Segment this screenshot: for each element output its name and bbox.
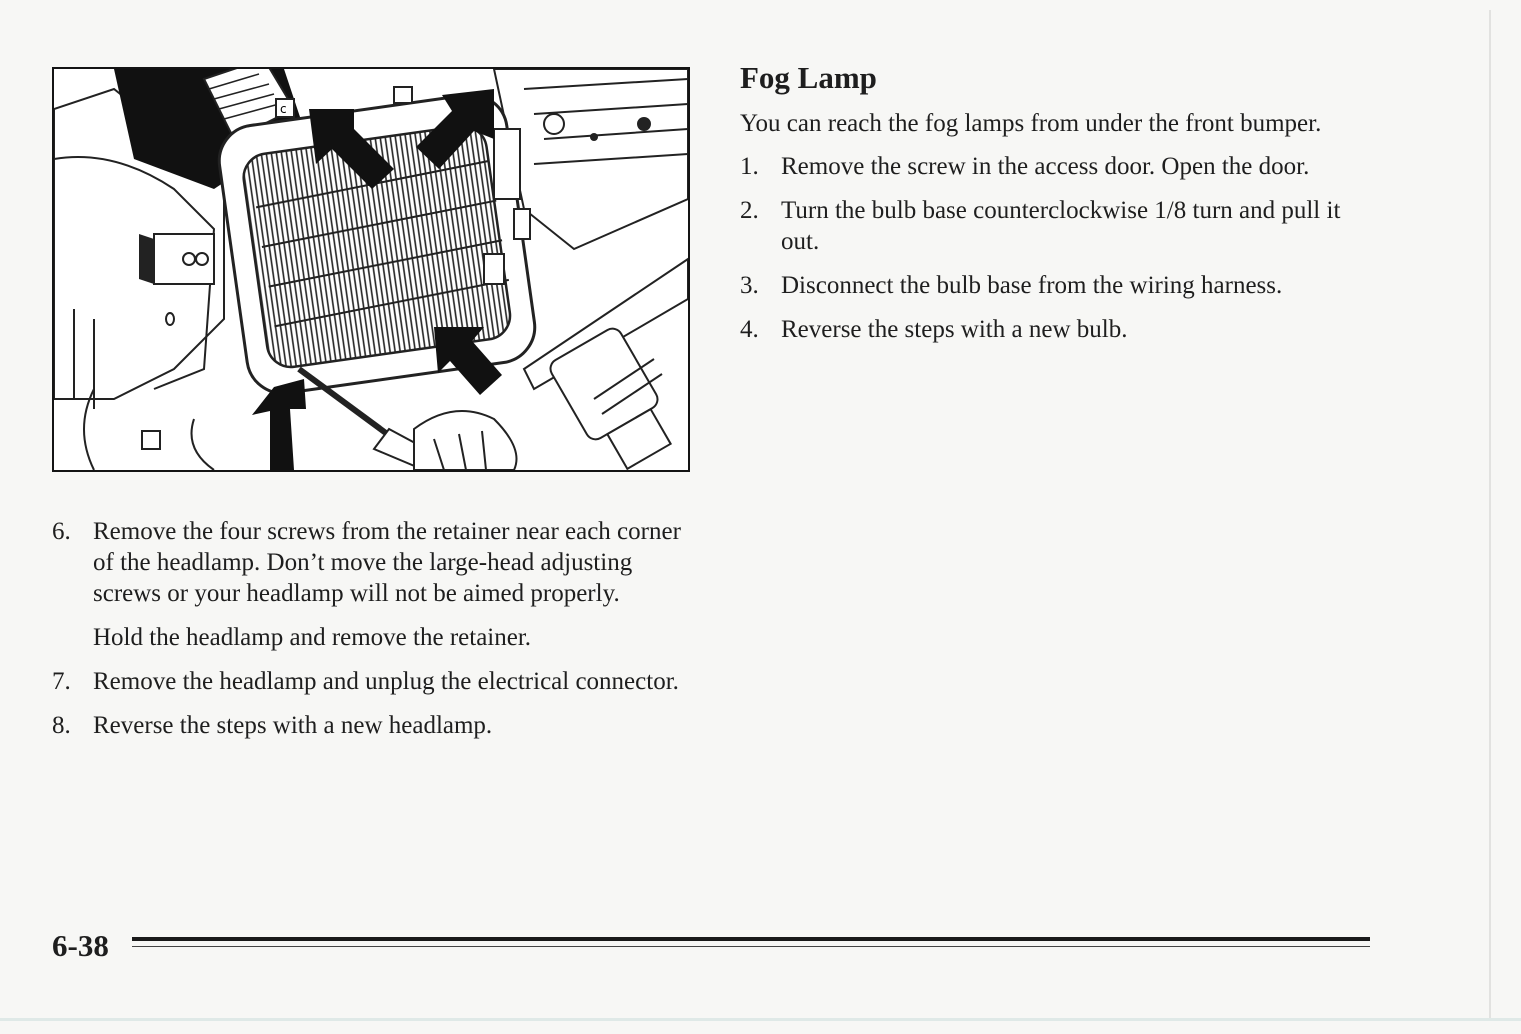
- list-item: [740, 151, 1380, 182]
- page-bottom-edge: [0, 1018, 1521, 1021]
- step-text: Disconnect the bulb base from the wiring harness.: [781, 272, 1283, 299]
- list-item: [740, 195, 1380, 257]
- step-number: 7.: [52, 668, 71, 695]
- section-title: Fog Lamp: [740, 60, 877, 95]
- right-column: [740, 58, 1380, 358]
- step-6-note: Hold the headlamp and remove the retainer.: [93, 624, 532, 651]
- step-text: Remove the headlamp and unplug the electrical connector.: [93, 668, 679, 695]
- step-number: 4.: [740, 316, 759, 343]
- footer-rule-thin: [132, 946, 1370, 947]
- step-text: Remove the screw in the access door. Open the door.: [781, 153, 1310, 180]
- list-item: [740, 270, 1380, 301]
- headlamp-steps-part-2: [52, 666, 702, 741]
- list-item: [52, 516, 702, 609]
- left-column: [52, 516, 702, 754]
- page-edge: [1489, 10, 1491, 1020]
- step-number: 6.: [52, 518, 71, 545]
- list-item: [740, 314, 1380, 345]
- step-text: Reverse the steps with a new bulb.: [781, 316, 1128, 343]
- step-number: 8.: [52, 712, 71, 739]
- headlamp-illustration: [52, 67, 690, 472]
- svg-text:c: c: [280, 102, 287, 116]
- footer-rule: [132, 937, 1370, 941]
- step-text: Turn the bulb base counterclockwise 1/8 turn and pull it out.: [781, 197, 1341, 255]
- step-number: 2.: [740, 197, 759, 224]
- list-item: [52, 710, 702, 741]
- step-number: 1.: [740, 153, 759, 180]
- list-item: [52, 666, 702, 697]
- step-text: Remove the four screws from the retainer near each corner of the headlamp. Don’t move the large-head adjusting screws or your headlamp will not be aimed properly.: [93, 518, 681, 607]
- step-number: 3.: [740, 272, 759, 299]
- page-footer: [52, 924, 1370, 968]
- section-intro: You can reach the fog lamps from under the front bumper.: [740, 110, 1322, 137]
- page-number: 6-38: [52, 928, 109, 963]
- fog-lamp-steps: [740, 151, 1380, 345]
- headlamp-steps-part-1: [52, 516, 702, 609]
- step-text: Reverse the steps with a new headlamp.: [93, 712, 493, 739]
